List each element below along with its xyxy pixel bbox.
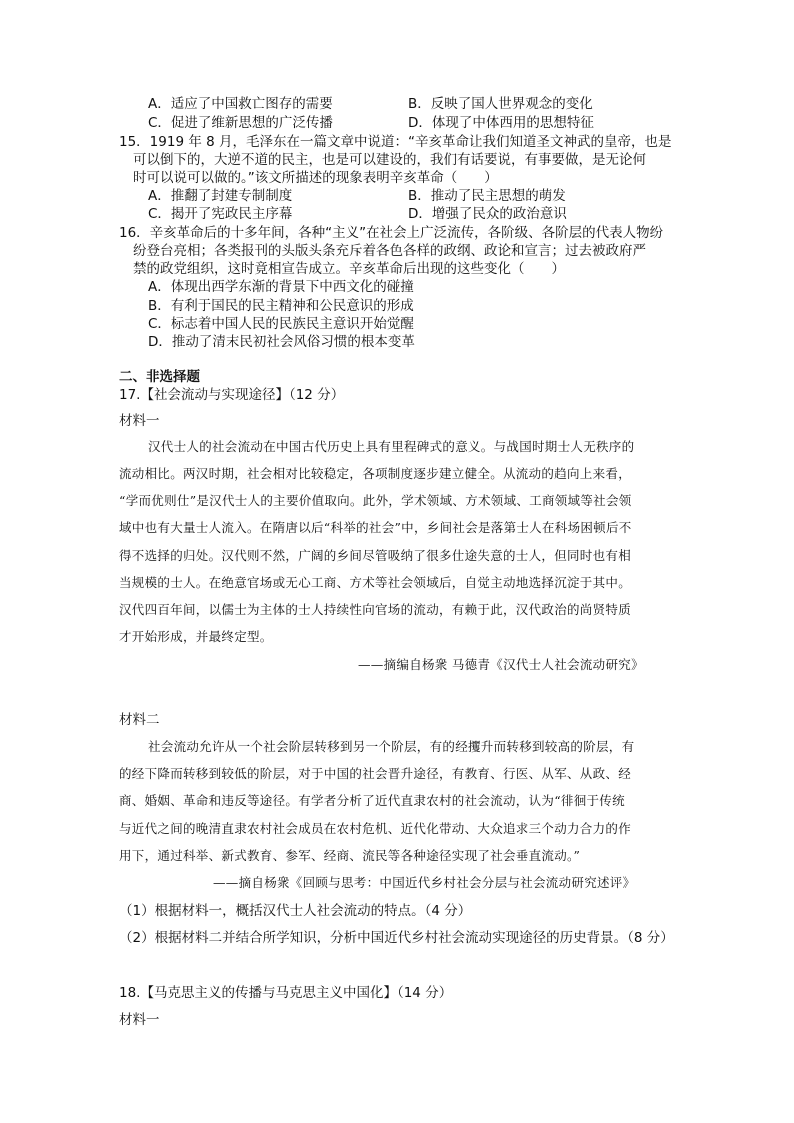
q17-material2-label: 材料二: [119, 712, 160, 728]
q17-material1-source: ——摘编自杨衆 马德青《汉代士人社会流动研究》: [358, 657, 644, 672]
q17-material1-line: 才开始形成，并最终定型。: [119, 629, 273, 644]
q17-material1-line: “学而优则仕”是汉代士人的主要价值取向。此外，学术领域、方术领域、工商领域等社会领: [119, 493, 632, 508]
q17-material1-line: 当规模的士人。在绝意官场或无心工商、方术等社会领域后，自觉主动地选择沉淀于其中。: [119, 575, 632, 590]
q17-material1-line: 流动相比。两汉时期，社会相对比较稳定，各项制度逐步建立健全。从流动的趋向上来看，: [119, 466, 632, 481]
q15-stem-line: 时可以说可以做的。”该文所描述的现象表明辛亥革命（ ）: [133, 170, 498, 186]
q17-material1-line: 汉代士人的社会流动在中国古代历史上具有里程碑式的意义。与战国时期士人无秩序的: [148, 439, 635, 454]
q16-option-b: B．有利于国民的民主精神和公民意识的形成: [148, 298, 414, 314]
q17-material2-line: 社会流动允许从一个社会阶层转移到另一个阶层，有的经攫升而转移到较高的阶层，有: [148, 739, 635, 754]
q14-option-c: C．促进了维新思想的广泛传播: [148, 115, 333, 131]
q17-question-1: （1）根据材料一，概括汉代士人社会流动的特点。（4 分）: [119, 903, 472, 919]
q15-stem-line: 可以倒下的，大逆不道的民主，也是可以建设的，我们有话要说，有事要做，是无论何: [133, 152, 646, 168]
q17-material1-label: 材料一: [119, 413, 160, 429]
q16-option-a: A．体现出西学东渐的背景下中西文化的碰撞: [148, 279, 414, 295]
q17-question-2: （2）根据材料二并结合所学知识，分析中国近代乡村社会流动实现途径的历史背景。（8 分）: [119, 930, 674, 946]
q17-material1-line: 域中也有大量士人流入。在隋唐以后“科举的社会”中，乡间社会是落第士人在科场困顿后不: [119, 520, 632, 535]
q16-option-d: D．推动了清末民初社会风俗习惯的根本变革: [148, 334, 415, 350]
q15-option-d: D．增强了民众的政治意识: [408, 206, 567, 222]
q16-stem-line: 16．辛亥革命后的十多年间，各种“主义”在社会上广泛流传，各阶级、各阶层的代表人物纷: [119, 225, 664, 241]
q17-material1-line: 汉代四百年间，以儒士为主体的士人持续性向官场的流动，有赖于此，汉代政治的尚贤特质: [119, 602, 632, 617]
q17-material2-source: ——摘自杨衆《回顾与思考：中国近代乡村社会分层与社会流动研究述评》: [213, 875, 636, 890]
q17-material2-line: 与近代之间的晚清直隶农村社会成员在农村危机、近代化带动、大众追求三个动力合力的作: [119, 821, 632, 836]
q15-option-b: B．推动了民主思想的萌发: [408, 188, 566, 204]
q14-option-b: B．反映了国人世界观念的变化: [408, 96, 593, 112]
q14-option-d: D．体现了中体西用的思想特征: [408, 115, 594, 131]
q17-material2-line: 的经下降而转移到较低的阶层，对于中国的社会晋升途径，有教育、行医、从军、从政、经: [119, 766, 632, 781]
q18-title: 18.【马克思主义的传播与马克思主义中国化】（14 分）: [119, 985, 453, 1001]
q17-material2-line: 用下，通过科举、新式教育、参军、经商、流民等各种途径实现了社会垂直流动。”: [119, 848, 581, 863]
q16-stem-line: 禁的政党组织，这时竟相宣告成立。辛亥革命后出现的这些变化（ ）: [133, 261, 565, 277]
q15-option-c: C．揭开了宪政民主序幕: [148, 206, 293, 222]
section-heading: 二、非选择题: [119, 369, 200, 385]
q16-option-c: C．标志着中国人民的民族民主意识开始觉醒: [148, 316, 414, 332]
q18-material1-label: 材料一: [119, 1012, 160, 1028]
q17-title: 17.【社会流动与实现途径】（12 分）: [119, 387, 345, 403]
q14-option-a: A．适应了中国救亡图存的需要: [148, 96, 333, 112]
q17-material1-line: 得不选择的归处。汉代则不然，广阔的乡间尽管吸纳了很多仕途失意的士人，但同时也有相: [119, 548, 632, 563]
q15-option-a: A．推翻了封建专制制度: [148, 188, 293, 204]
q16-stem-line: 纷登台亮相；各类报刊的头版头条充斥着各色各样的政纲、政论和宣言；过去被政府严: [133, 243, 646, 259]
q15-stem-line: 15．1919 年 8 月，毛泽东在一篇文章中说道：“辛亥革命让我们知道圣文神武的皇帝，也是: [119, 134, 672, 150]
q17-material2-line: 商、婚姻、革命和违反等途径。有学者分析了近代直隶农村的社会流动，认为“徘徊于传统: [119, 793, 625, 808]
